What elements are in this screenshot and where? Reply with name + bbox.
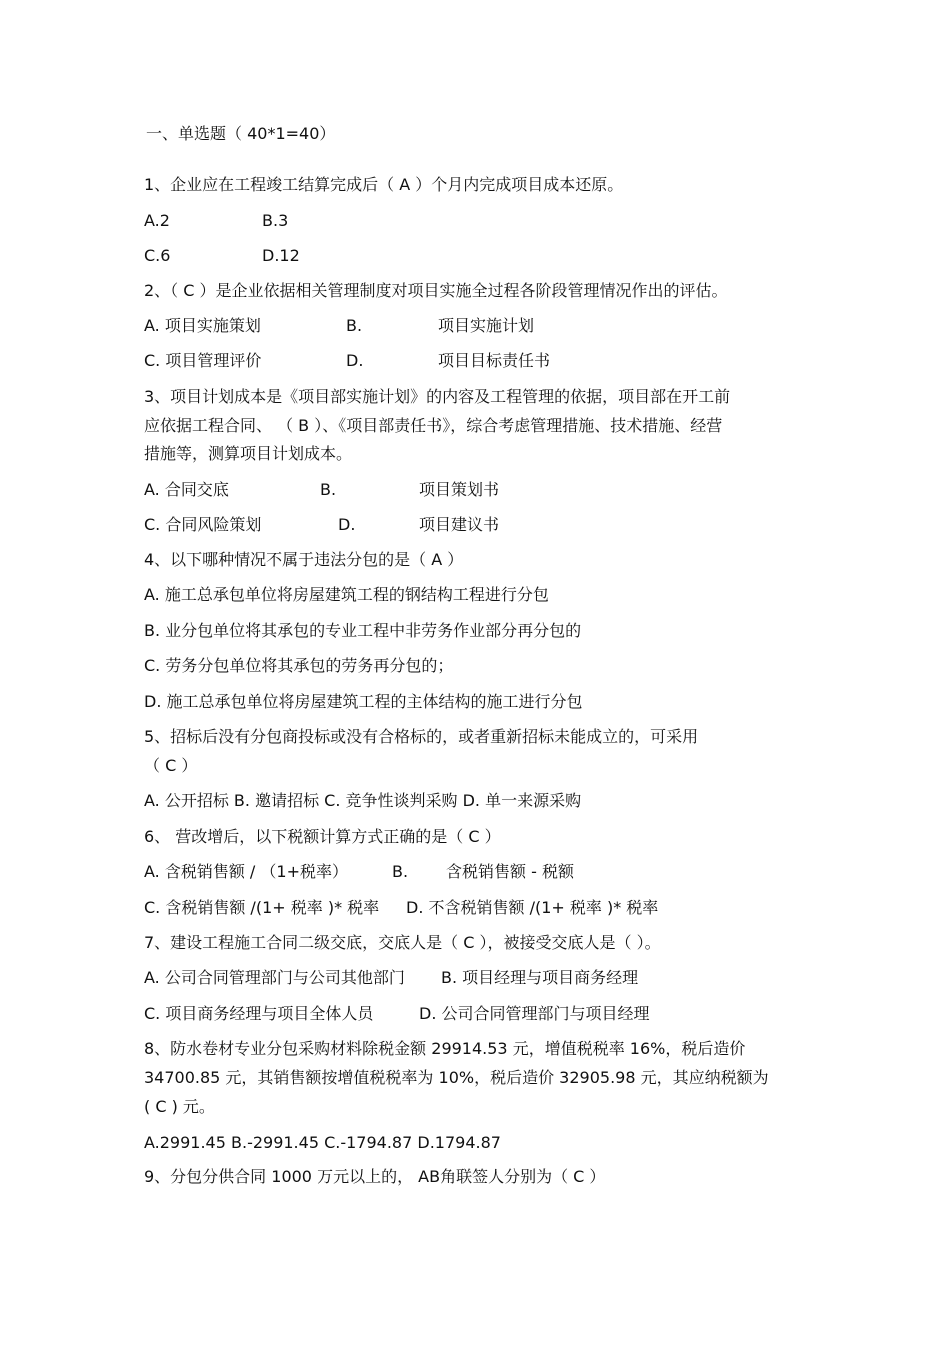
question-3-option-d: 项目建议书 — [419, 515, 500, 534]
question-6-option-d: D. 不含税销售额 /(1+ 税率 )* 税率 — [406, 898, 659, 917]
question-4-option-b: B. 业分包单位将其承包的专业工程中非劳务作业部分再分包的 — [144, 621, 582, 640]
question-2-option-b: 项目实施计划 — [438, 316, 535, 335]
question-7-option-c: C. 项目商务经理与项目全体人员 — [144, 1004, 374, 1023]
question-4-stem: 4、以下哪种情况不属于违法分包的是（ A ） — [144, 550, 464, 569]
question-7-option-d: D. 公司合同管理部门与项目经理 — [419, 1004, 650, 1023]
question-6-option-a: A. 含税销售额 / （1+税率） — [144, 862, 348, 881]
question-3-option-a: A. 合同交底 — [144, 480, 229, 499]
question-5-options: A. 公开招标 B. 邀请招标 C. 竞争性谈判采购 D. 单一来源采购 — [144, 791, 582, 810]
question-1-option-a: A.2 — [144, 211, 170, 230]
question-3-stem-line-2: 应依据工程合同、 （ B ）、《项目部责任书》，综合考虑管理措施、技术措施、经营 — [144, 416, 723, 435]
question-5-stem-line-1: 5、招标后没有分包商投标或没有合格标的，或者重新招标未能成立的，可采用 — [144, 727, 699, 746]
question-8-stem-line-3: ( C ) 元。 — [144, 1097, 215, 1116]
question-3-stem-line-3: 措施等，测算项目计划成本。 — [144, 444, 353, 463]
question-3-stem-line-1: 3、项目计划成本是《项目部实施计划》的内容及工程管理的依据，项目部在开工前 — [144, 387, 731, 406]
question-6-option-c: C. 含税销售额 /(1+ 税率 )* 税率 — [144, 898, 380, 917]
question-3-option-b: 项目策划书 — [419, 480, 500, 499]
question-2-option-d: 项目目标责任书 — [438, 351, 551, 370]
section-title: 一、单选题（ 40*1=40） — [146, 124, 336, 143]
question-1-option-b: B.3 — [262, 211, 289, 230]
question-3-option-b-letter: B. — [320, 480, 337, 499]
question-2-stem: 2、（ C ）是企业依据相关管理制度对项目实施全过程各阶段管理情况作出的评估。 — [144, 281, 728, 300]
question-2-option-a: A. 项目实施策划 — [144, 316, 261, 335]
question-6-option-b-letter: B. — [392, 862, 409, 881]
question-3-option-c: C. 合同风险策划 — [144, 515, 262, 534]
question-6-stem: 6、 营改增后，以下税额计算方式正确的是（ C ） — [144, 827, 501, 846]
question-2-option-b-letter: B. — [346, 316, 363, 335]
question-7-option-b: B. 项目经理与项目商务经理 — [441, 968, 639, 987]
question-4-option-c: C. 劳务分包单位将其承包的劳务再分包的； — [144, 656, 454, 675]
question-9-stem: 9、分包分供合同 1000 万元以上的， AB角联签人分别为（ C ） — [144, 1167, 606, 1186]
question-8-stem-line-1: 8、防水卷材专业分包采购材料除税金额 29914.53 元，增值税税率 16%，税后造价 — [144, 1039, 746, 1058]
question-3-option-d-letter: D. — [338, 515, 356, 534]
question-7-option-a: A. 公司合同管理部门与公司其他部门 — [144, 968, 405, 987]
question-7-stem: 7、建设工程施工合同二级交底，交底人是（ C ），被接受交底人是（ ）。 — [144, 933, 661, 952]
question-1-stem: 1、企业应在工程竣工结算完成后（ A ）个月内完成项目成本还原。 — [144, 175, 624, 194]
question-4-option-d: D. 施工总承包单位将房屋建筑工程的主体结构的施工进行分包 — [144, 692, 583, 711]
question-4-option-a: A. 施工总承包单位将房屋建筑工程的钢结构工程进行分包 — [144, 585, 549, 604]
question-2-option-c: C. 项目管理评价 — [144, 351, 262, 370]
question-1-option-d: D.12 — [262, 246, 300, 265]
question-5-stem-line-2: （ C ） — [144, 756, 198, 775]
question-1-option-c: C.6 — [144, 246, 171, 265]
question-8-stem-line-2: 34700.85 元，其销售额按增值税税率为 10%，税后造价 32905.98 元，其应纳税额为 — [144, 1068, 769, 1087]
question-2-option-d-letter: D. — [346, 351, 364, 370]
question-8-options: A.2991.45 B.-2991.45 C.-1794.87 D.1794.87 — [144, 1133, 501, 1152]
question-6-option-b: 含税销售额 - 税额 — [446, 862, 574, 881]
